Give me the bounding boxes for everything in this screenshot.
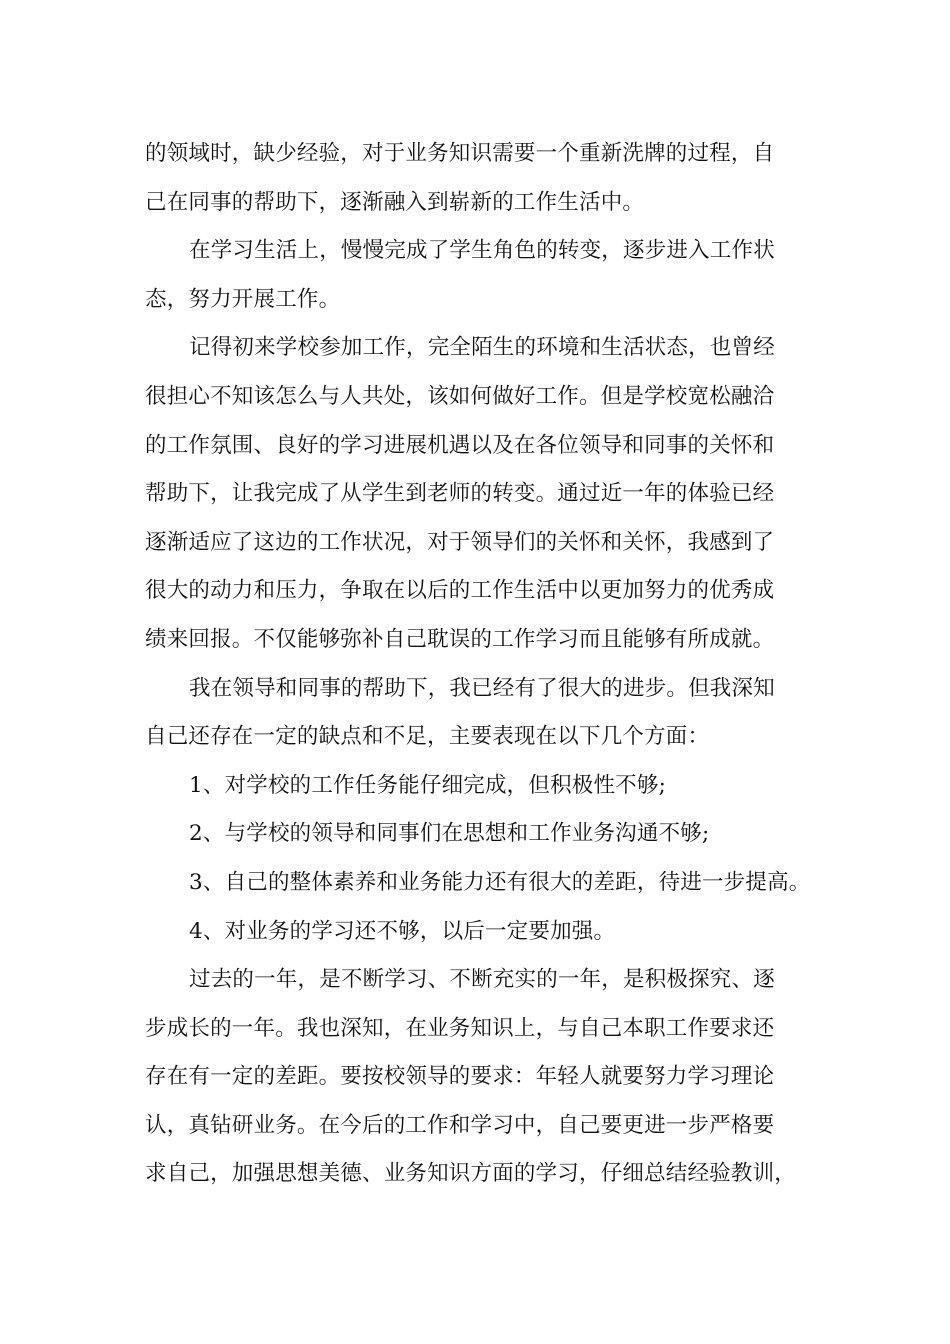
text-line: 的领域时，缺少经验，对于业务知识需要一个重新洗牌的过程，自 bbox=[145, 141, 775, 166]
text-line: 态，努力开展工作。 bbox=[145, 286, 341, 312]
text-line: 我在领导和同事的帮助下，我已经有了很大的进步。但我深知 bbox=[189, 675, 775, 701]
text-line: 求自己，加强思想美德、业务知识方面的学习，仔细总结经验教训， bbox=[145, 1161, 797, 1187]
text-line: 过去的一年，是不断学习、不断充实的一年，是积极探究、逐 bbox=[189, 967, 775, 993]
text-line: 4、对业务的学习还不够，以后一定要加强。 bbox=[189, 918, 616, 944]
document-body bbox=[145, 130, 825, 1199]
text-line: 很担心不知该怎么与人共处，该如何做好工作。但是学校宽松融洽 bbox=[145, 383, 775, 409]
text-line: 2、与学校的领导和同事们在思想和工作业务沟通不够; bbox=[189, 821, 710, 847]
text-line: 认，真钻研业务。在今后的工作和学习中，自己要更进一步严格要 bbox=[145, 1112, 775, 1138]
text-line: 帮助下，让我完成了从学生到老师的转变。通过近一年的体验已经 bbox=[145, 481, 775, 507]
text-line: 记得初来学校参加工作，完全陌生的环境和生活状态，也曾经 bbox=[189, 335, 775, 361]
text-line: 存在有一定的差距。要按校领导的要求：年轻人就要努力学习理论 bbox=[145, 1064, 775, 1090]
text-line: 步成长的一年。我也深知，在业务知识上，与自己本职工作要求还 bbox=[145, 1015, 775, 1041]
text-line: 1、对学校的工作任务能仔细完成，但积极性不够; bbox=[189, 772, 667, 798]
text-line: 3、自己的整体素养和业务能力还有很大的差距，待进一步提高。 bbox=[189, 869, 811, 895]
text-line: 在学习生活上，慢慢完成了学生角色的转变，逐步进入工作状 bbox=[189, 238, 775, 264]
text-line: 逐渐适应了这边的工作状况，对于领导们的关怀和关怀，我感到了 bbox=[145, 529, 775, 555]
text-line: 自己还存在一定的缺点和不足，主要表现在以下几个方面： bbox=[145, 724, 710, 750]
text-line: 己在同事的帮助下，逐渐融入到崭新的工作生活中。 bbox=[145, 189, 645, 215]
text-line: 很大的动力和压力，争取在以后的工作生活中以更加努力的优秀成 bbox=[145, 578, 775, 604]
text-line: 的工作氛围、良好的学习进展机遇以及在各位领导和同事的关怀和 bbox=[145, 432, 775, 458]
text-line: 绩来回报。不仅能够弥补自己耽误的工作学习而且能够有所成就。 bbox=[145, 626, 775, 652]
